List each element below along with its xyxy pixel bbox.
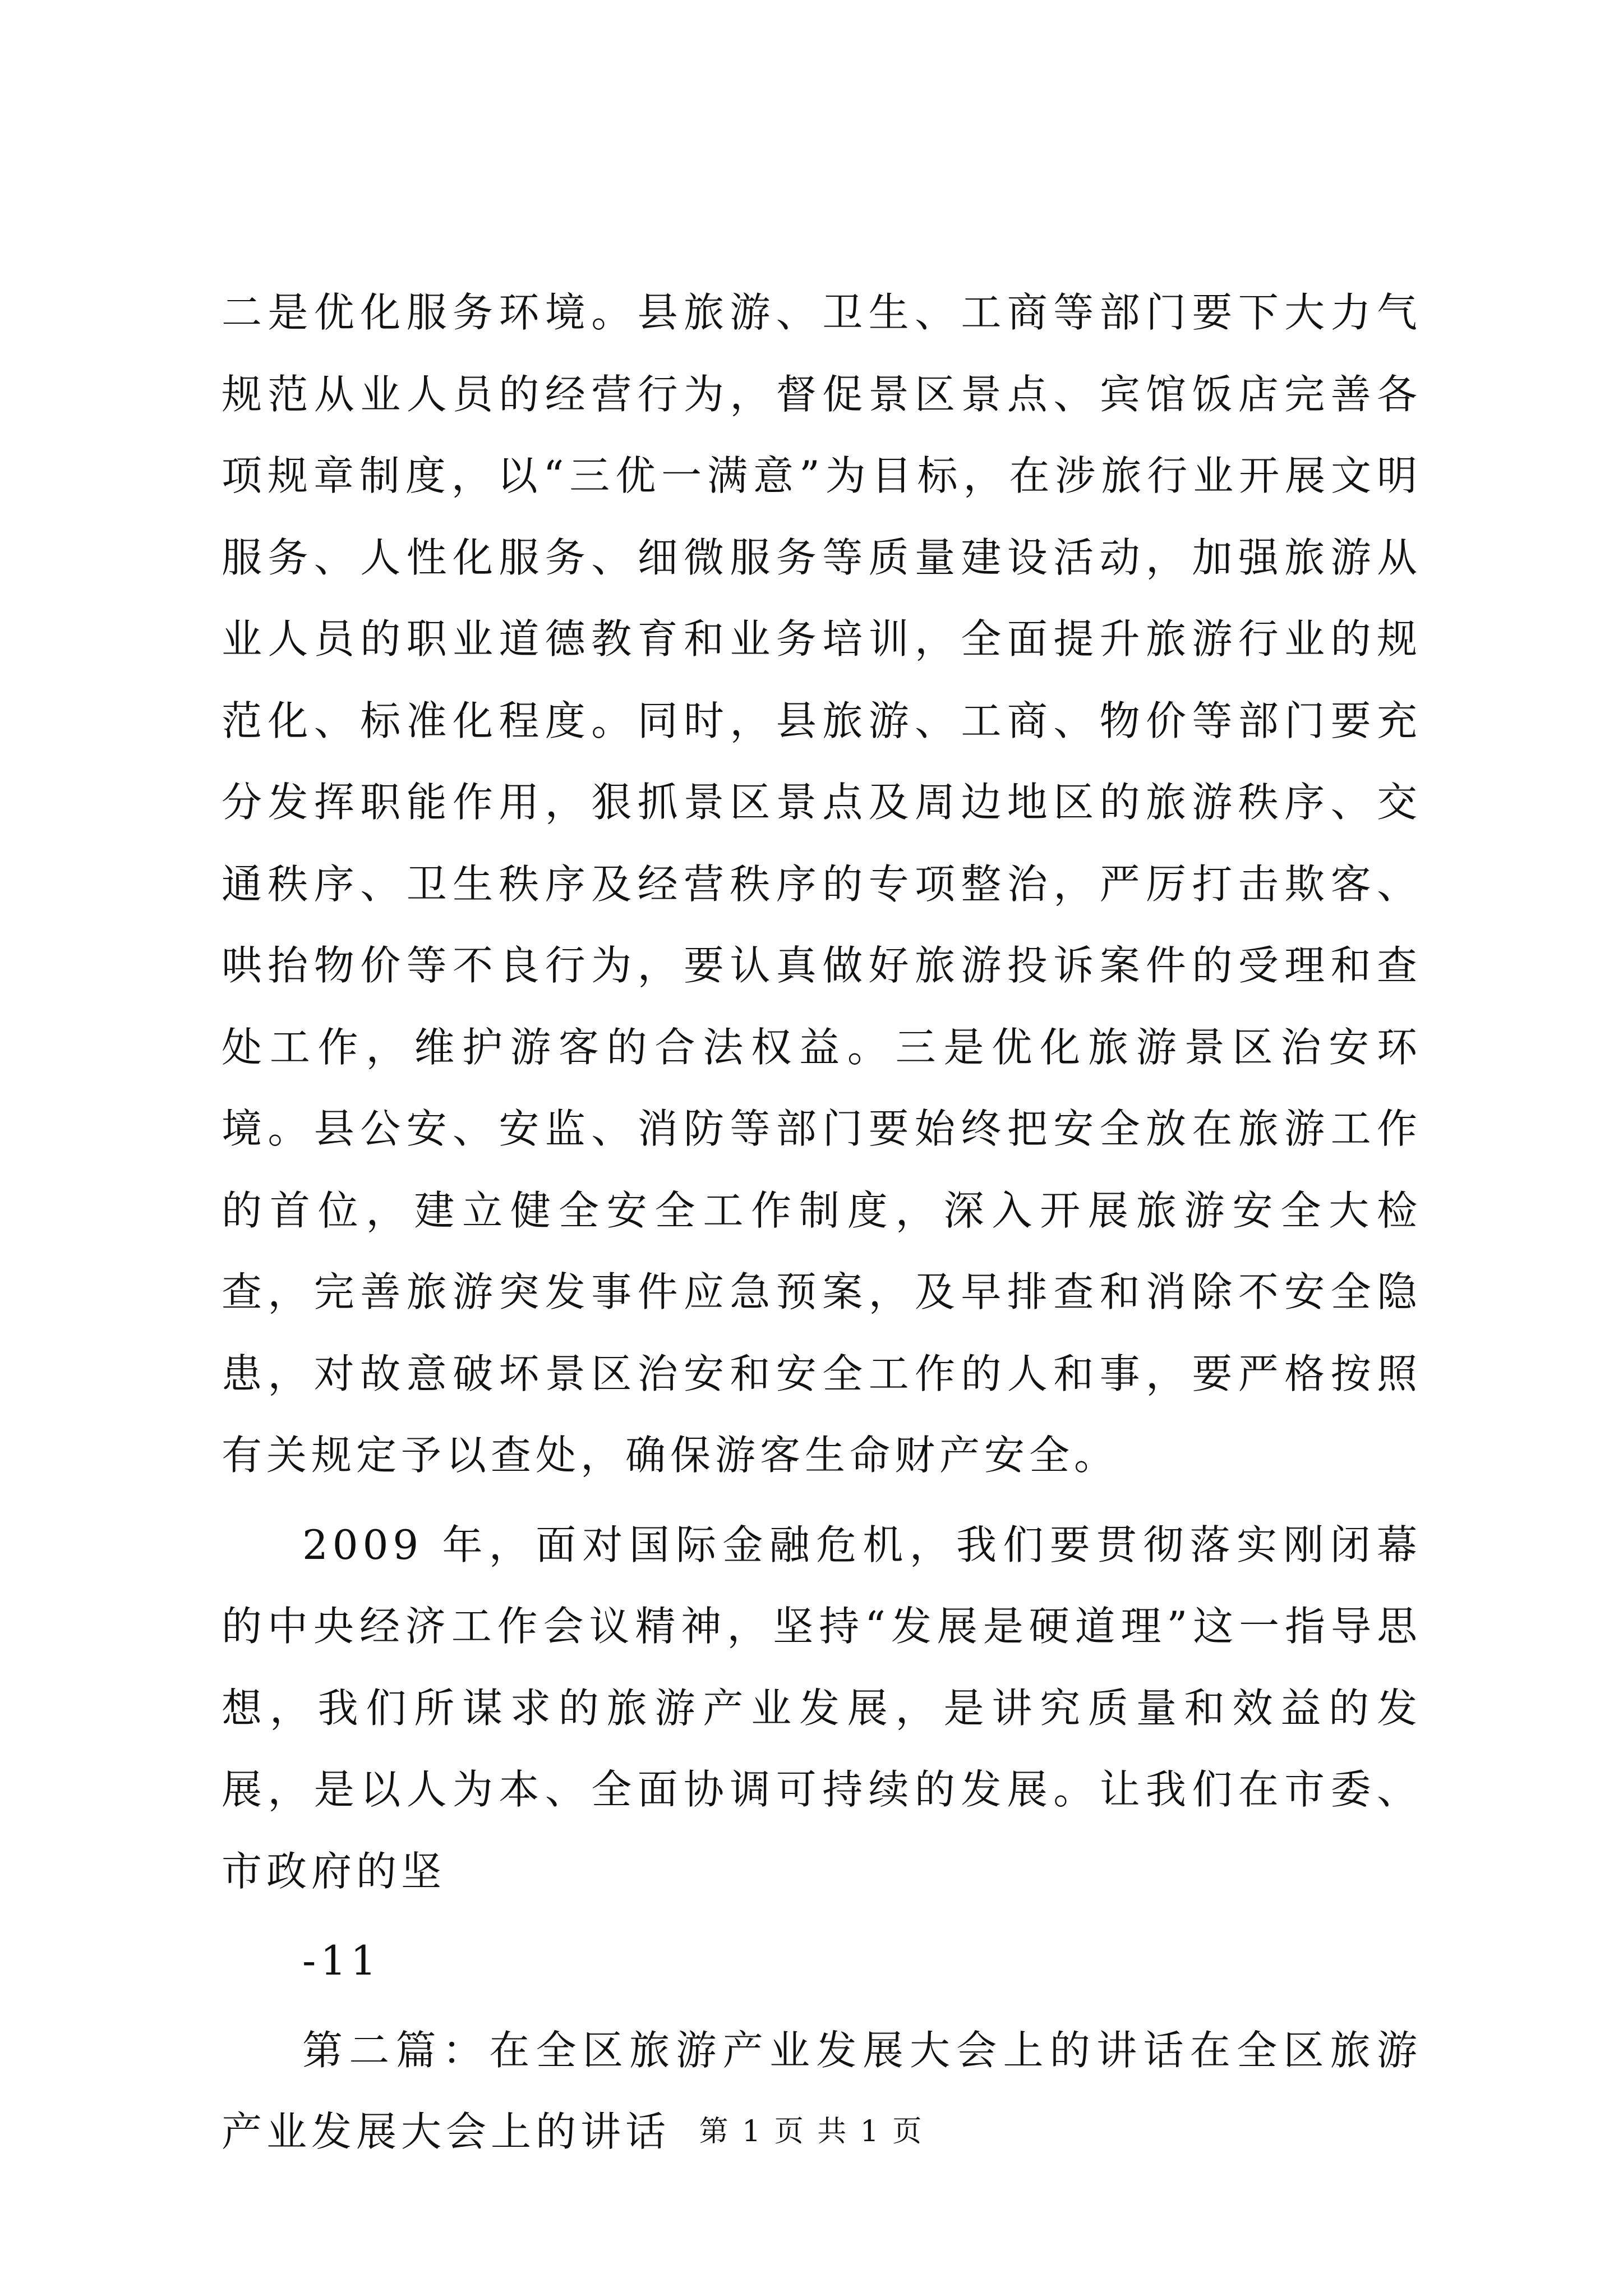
paragraph-service-environment: 二是优化服务环境。县旅游、卫生、工商等部门要下大力气规范从业人员的经营行为，督促景区景点、宾馆饭店完善各项规章制度，以“三优一满意”为目标，在涉旅行业开展文明服务、人性化服务、细微服务等质量建设活动，加强旅游从业人员的职业道德教育和业务培训，全面提升旅游行业的规范化、标准化程度。同时，县旅游、工商、物价等部门要充分发挥职能作用，狠抓景区景点及周边地区的旅游秩序、交通秩序、卫生秩序及经营秩序的专项整治，严厉打击欺客、哄抬物价等不良行为，要认真做好旅游投诉案件的受理和查处工作，维护游客的合法权益。三是优化旅游景区治安环境。县公安、安监、消防等部门要始终把安全放在旅游工作的首位，建立健全安全工作制度，深入开展旅游安全大检查，完善旅游突发事件应急预案，及早排查和消除不安全隐患，对故意破坏景区治安和安全工作的人和事，要严格按照有关规定予以查处，确保游客生命财产安全。 <box>222 289 1422 1479</box>
page-marker: -11 <box>302 1937 381 1984</box>
document-body <box>222 272 1422 2173</box>
paragraph-2009-outlook: 2009 年，面对国际金融危机，我们要贯彻落实刚闭幕的中央经济工作会议精神，坚持“发展是硬道理”这一指导思想，我们所谋求的旅游产业发展，是讲究质量和效益的发展，是以人为本、全面协调可持续的发展。让我们在市委、市政府的坚 <box>222 1521 1422 1895</box>
section-heading-second-speech: 第二篇：在全区旅游产业发展大会上的讲话在全区旅游产业发展大会上的讲话 <box>222 2026 1422 2155</box>
page-footer: 第 1 页 共 1 页 <box>699 2115 924 2148</box>
